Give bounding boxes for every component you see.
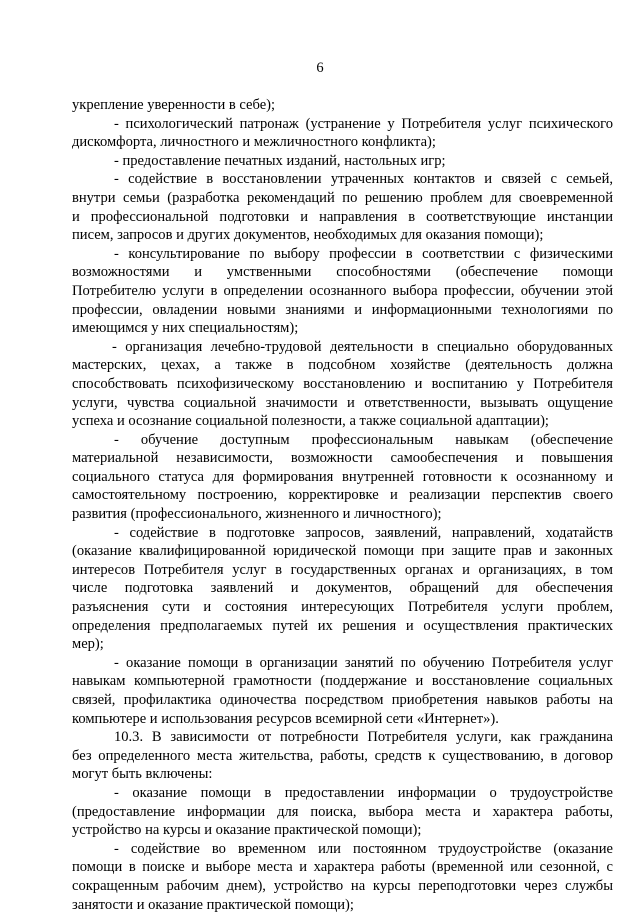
text-line: укрепление уверенности в себе); bbox=[72, 97, 276, 113]
text-line: возможностями и умственными способностями (обеспечение помощи bbox=[72, 264, 613, 281]
text-line: профессии, овладении новыми знаниями и информационными технологиями по bbox=[72, 301, 613, 318]
text-line: навыкам компьютерной грамотности (поддержание и восстановление социальных bbox=[72, 673, 613, 690]
text-line: и профессиональной подготовки и направления в соответствующие инстанции bbox=[72, 208, 613, 225]
text-line: - обучение доступным профессиональным навыкам (обеспечение bbox=[114, 431, 613, 448]
text-line: - предоставление печатных изданий, настольных игр; bbox=[114, 152, 446, 169]
text-line: внутри семьи (разработка рекомендаций по решению проблем для своевременной bbox=[72, 189, 613, 206]
text-line: социального статуса для формирования внутренней готовности к осознанному и bbox=[72, 468, 613, 485]
text-line: материальной независимости, возможности самообеспечения и повышения bbox=[72, 450, 613, 467]
text-line: мер); bbox=[72, 636, 104, 653]
text-line: (предоставление информации для поиска, выбора места и характера работы, bbox=[72, 803, 613, 820]
text-line: сокращенным рабочим днем), устройство на курсы переподготовки через службы bbox=[72, 877, 613, 894]
text-line: самостоятельному построению, корректировке и реализации перспектив своего bbox=[72, 487, 613, 504]
text-line: - оказание помощи в организации занятий по обучению Потребителя услуг bbox=[114, 654, 613, 671]
text-line: могут быть включены: bbox=[72, 766, 213, 783]
text-line: мастерских, цехах, а также в подсобном хозяйстве (деятельность должна bbox=[72, 357, 613, 374]
text-line: связей, профилактика одиночества посредством приобретения навыков работы на bbox=[72, 692, 613, 708]
text-line: дискомфорта, личностного и межличностного конфликта); bbox=[72, 134, 436, 151]
document-body bbox=[72, 96, 613, 914]
text-line: способствовать психофизическому восстановлению и воспитанию у Потребителя bbox=[72, 375, 613, 392]
text-line: - психологический патронаж (устранение у Потребителя услуг психического bbox=[114, 115, 613, 132]
text-line: занятости и оказание практической помощи); bbox=[72, 896, 354, 913]
text-line: - организация лечебно-трудовой деятельности в специально оборудованных bbox=[112, 338, 613, 355]
text-line: числе подготовка заявлений и документов, обращений для обеспечения bbox=[72, 580, 613, 597]
text-line: помощи в поиске и выборе места и характера работы (временной или сезонной, с bbox=[72, 859, 613, 876]
text-line: писем, запросов и других документов, необходимых для оказания помощи); bbox=[72, 227, 544, 244]
text-line: имеющимся у них специальностям); bbox=[72, 320, 299, 337]
text-line: - содействие в подготовке запросов, заявлений, направлений, ходатайств bbox=[114, 524, 613, 541]
text-line: - содействие в восстановлении утраченных контактов и связей с семьей, bbox=[114, 171, 613, 188]
text-line: без определенного места жительства, работы, средств к существованию, в договор bbox=[72, 747, 613, 764]
text-line: - оказание помощи в предоставлении информации о трудоустройстве bbox=[114, 784, 613, 801]
text-line: Потребителю услуги в определении осознанного выбора профессии, обучении этой bbox=[72, 282, 613, 299]
text-line: компьютере и использования ресурсов всемирной сети «Интернет»). bbox=[72, 710, 499, 727]
text-line: разъяснения сути и состояния интересующих Потребителя услуги проблем, bbox=[72, 599, 613, 616]
text-line: интересов Потребителя услуг в государственных органах и организациях, в том bbox=[72, 561, 613, 578]
text-line: услуги, чувства социальной значимости и ответственности, вызывать ощущение bbox=[72, 394, 613, 411]
text-line: (оказание квалифицированной юридической помощи при защите прав и законных bbox=[72, 543, 613, 560]
text-line: - содействие во временном или постоянном трудоустройстве (оказание bbox=[114, 840, 613, 857]
text-line: успеха и осознание социальной полезности, а также социальной адаптации); bbox=[72, 413, 549, 430]
text-line: 10.3. В зависимости от потребности Потребителя услуги, как гражданина bbox=[114, 729, 613, 746]
text-line: определения предполагаемых путей их решения и осуществления практических bbox=[72, 617, 613, 634]
text-line: развития (профессионального, жизненного и личностного); bbox=[72, 506, 442, 523]
text-line: - консультирование по выбору профессии в соответствии с физическими bbox=[114, 245, 613, 262]
page-number: 6 bbox=[316, 60, 324, 76]
text-line: устройство на курсы и оказание практической помощи); bbox=[72, 822, 422, 839]
